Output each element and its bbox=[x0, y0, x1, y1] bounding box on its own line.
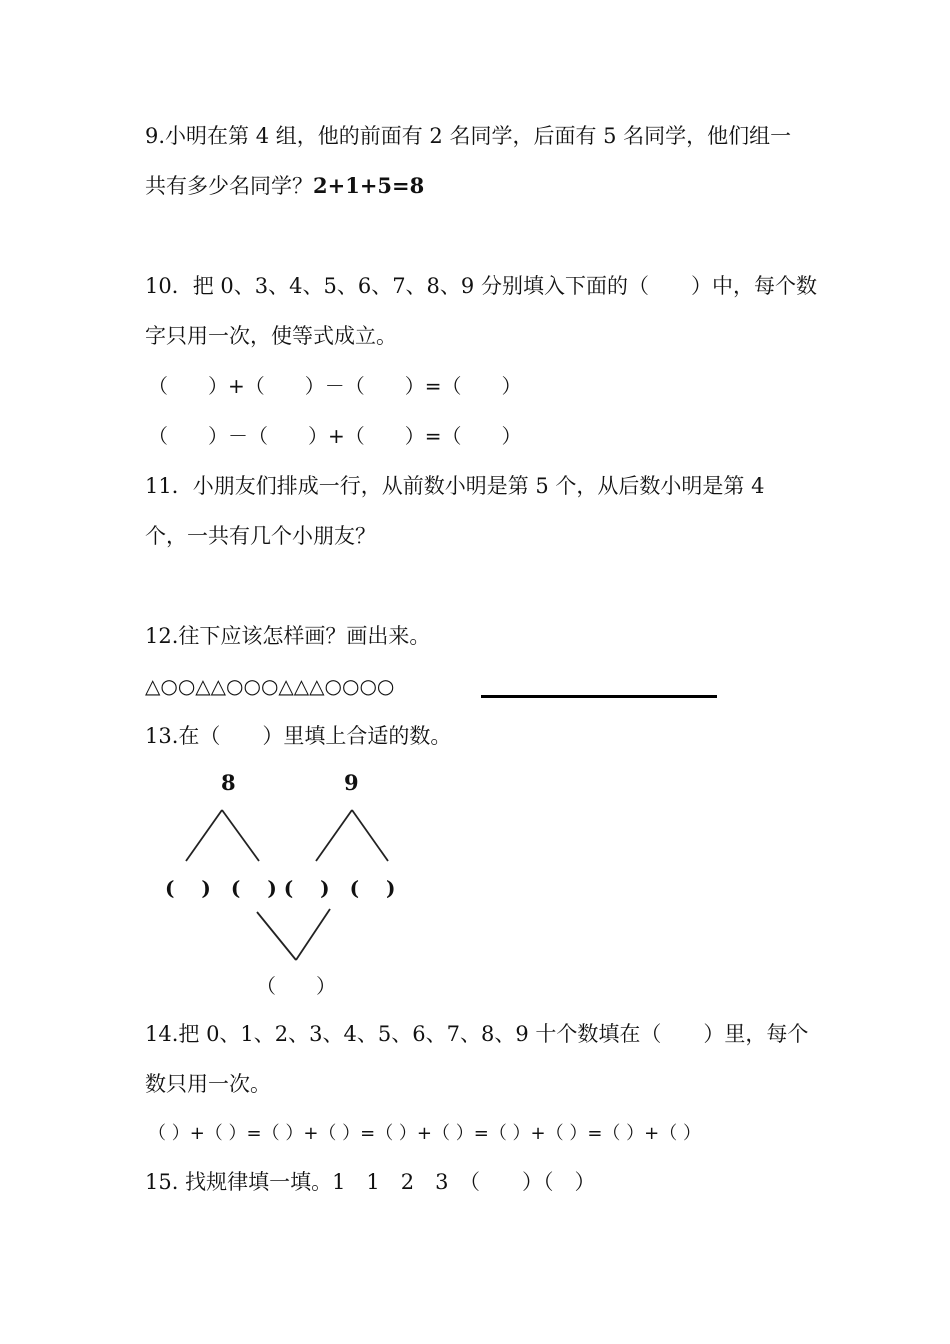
q10-line1: 10．把 0、3、4、5、6、7、8、9 分别填入下面的（ ）中，每个数 bbox=[145, 274, 817, 298]
q13-top-number-left: 8 bbox=[221, 770, 236, 795]
q12-line1: 12.往下应该怎样画？画出来。 bbox=[145, 624, 431, 648]
q11-line2: 个，一共有几个小朋友？ bbox=[145, 524, 376, 548]
q14-line1: 14.把 0、1、2、3、4、5、6、7、8、9 十个数填在（ ）里，每个 bbox=[145, 1022, 809, 1046]
q9-line1: 9.小明在第 4 组，他的前面有 2 名同学，后面有 5 名同学，他们组一 bbox=[145, 124, 792, 148]
q12-pattern: △○○△△○○○△△△○○○○ bbox=[145, 674, 395, 698]
q10-line2: 字只用一次，使等式成立。 bbox=[145, 324, 397, 348]
q13-row-parens: ( ) ( ) ( ) ( ) bbox=[165, 876, 396, 900]
q15-line1: 15. 找规律填一填。1 1 2 3 （ ）（ ） bbox=[145, 1170, 596, 1194]
q10-equation-2: （ ）－（ ）+（ ）=（ ） bbox=[148, 424, 522, 448]
q13-top-number-right: 9 bbox=[344, 770, 359, 795]
q11-line1: 11．小朋友们排成一行，从前数小明是第 5 个，从后数小明是第 4 bbox=[145, 474, 765, 498]
q13-bottom-paren: （ ） bbox=[256, 974, 336, 998]
q9-answer: 2+1+5=8 bbox=[313, 173, 425, 198]
q9-question-text: 共有多少名同学？ bbox=[145, 174, 313, 198]
q14-equation: （ ）+（ ）=（ ）+（ ）=（ ）+（ ）=（ ）+（ ）=（ ）+（ ） bbox=[148, 1123, 701, 1144]
q13-line1: 13.在（ ）里填上合适的数。 bbox=[145, 724, 452, 748]
q14-line2: 数只用一次。 bbox=[145, 1072, 271, 1096]
q10-equation-1: （ ）+（ ）－（ ）=（ ） bbox=[148, 374, 522, 398]
